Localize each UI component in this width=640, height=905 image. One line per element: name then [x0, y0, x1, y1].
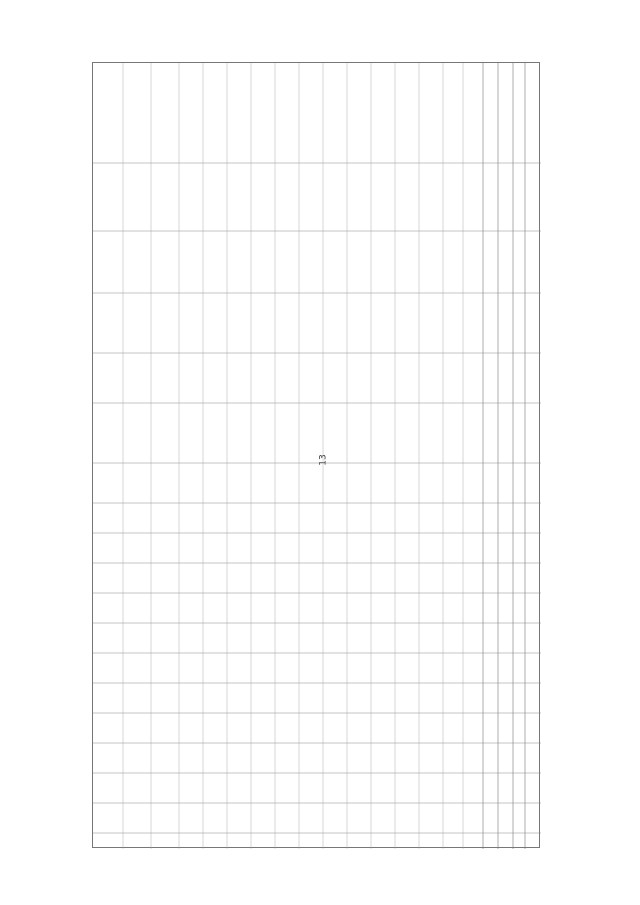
table-grid [93, 63, 541, 849]
page-number: 13 [318, 454, 329, 466]
budget-table-rotated [92, 62, 540, 848]
